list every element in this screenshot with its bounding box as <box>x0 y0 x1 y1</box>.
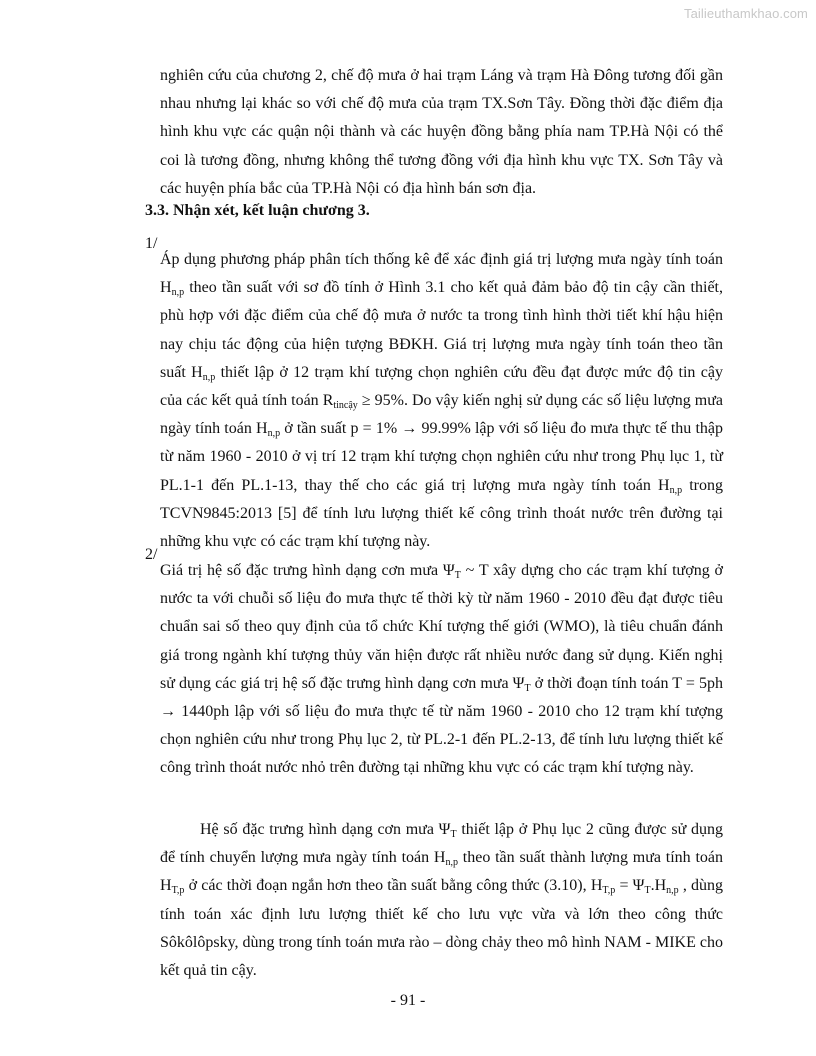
intro-text: nghiên cứu của chương 2, chế độ mưa ở hai trạm Láng và trạm Hà Đông tương đối gần nhau nhưng lại khác so với chế độ mưa của trạm TX.Sơn Tây. Đồng thời đặc điểm địa hình khu vực các quận nội thành và các huyện đồng bằng phía nam TP.Hà Nội có thể coi là tương đồng, nhưng không thể tương đồng với địa hình khu vực TX. Sơn Tây và các huyện phía bắc của TP.Hà Nội có địa hình bán sơn địa. <box>160 67 723 197</box>
item-text: Áp dụng phương pháp phân tích thống kê để xác định giá trị lượng mưa ngày tính toán $H_{n,p}$ theo tần suất với sơ đồ tính ở Hình 3.1 cho kết quả đảm bảo độ tin cậy cần thiết, phù hợp với đặc điểm của chế độ mưa ở nước ta trong tình hình thời tiết khí hậu hiện nay chịu tác động của hiện tượng BĐKH. Giá trị lượng mưa ngày tính toán theo tần suất $H_{n,p}$ thiết lập ở 12 trạm khí tượng chọn nghiên cứu đều đạt được mức độ tin cậy của các kết quả tính toán $R_{tincậy} \ge 95\%$. Do vậy kiến nghị sử dụng các số liệu lượng mưa ngày tính toán $H_{n,p}$ ở tần suất p = 1% → 99.99% lập với số liệu đo mưa thực tế thu thập từ năm 1960 - 2010 ở vị trí 12 trạm khí tượng chọn nghiên cứu như trong Phụ lục 1, từ PL.1-1 đến PL.1-13, thay thế cho các giá trị lượng mưa ngày tính toán $H_{n,p}$ trong TCVN9845:2013 [5] để tính lưu lượng thiết kế công trình thoát nước trên đường tại những khu vực có các trạm khí tượng này. <box>160 251 724 551</box>
watermark: Tailieuthamkhao.com <box>683 6 808 21</box>
conclusion-item-2 <box>145 541 723 799</box>
conclusion-item-1 <box>145 230 723 572</box>
closing-text: Hệ số đặc trưng hình dạng cơn mưa $\Psi_T$ thiết lập ở Phụ lục 2 cũng được sử dụng để tính chuyển lượng mưa ngày tính toán $H_{n,p}$ theo tần suất thành lượng mưa tính toán $H_{T,p}$ ở các thời đoạn ngắn hơn theo tần suất bằng công thức (3.10), $H_{T,p} = \Psi_T.H_{n,p}$ , dùng tính toán xác định lưu lượng thiết kế cho lưu vực vừa và lớn theo công thức Sôkôlôpsky, dùng trong tính toán mưa rào – dòng chảy theo mô hình NAM - MIKE cho kết quả tin cậy. <box>160 821 724 980</box>
intro-paragraph <box>160 62 723 203</box>
item-number: 2/ <box>145 546 158 563</box>
page-number: - 91 - <box>390 992 426 1009</box>
section-heading: 3.3. Nhận xét, kết luận chương 3. <box>145 202 370 219</box>
item-number: 1/ <box>145 235 158 252</box>
closing-paragraph <box>160 800 723 1001</box>
item-text: Giá trị hệ số đặc trưng hình dạng cơn mưa $\Psi_T$ ~ T xây dựng cho các trạm khí tượng ở nước ta với chuỗi số liệu đo mưa thực tế thời kỳ từ năm 1960 - 2010 đều đạt được tiêu chuẩn sai số theo quy định của tổ chức Khí tượng thế giới (WMO), là tiêu chuẩn đánh giá trong ngành khí tượng thủy văn hiện được rất nhiều nước đang sử dụng. Kiến nghị sử dụng các giá trị hệ số đặc trưng hình dạng cơn mưa $\Psi_T$ ở thời đoạn tính toán T = 5ph → 1440ph lập với số liệu đo mưa thực tế từ năm 1960 - 2010 cho 12 trạm khí tượng chọn nghiên cứu như trong Phụ lục 2, từ PL.2-1 đến PL.2-13, để tính lưu lượng thiết kế công trình thoát nước nhỏ trên đường tại những khu vực có các trạm khí tượng này. <box>160 562 723 777</box>
